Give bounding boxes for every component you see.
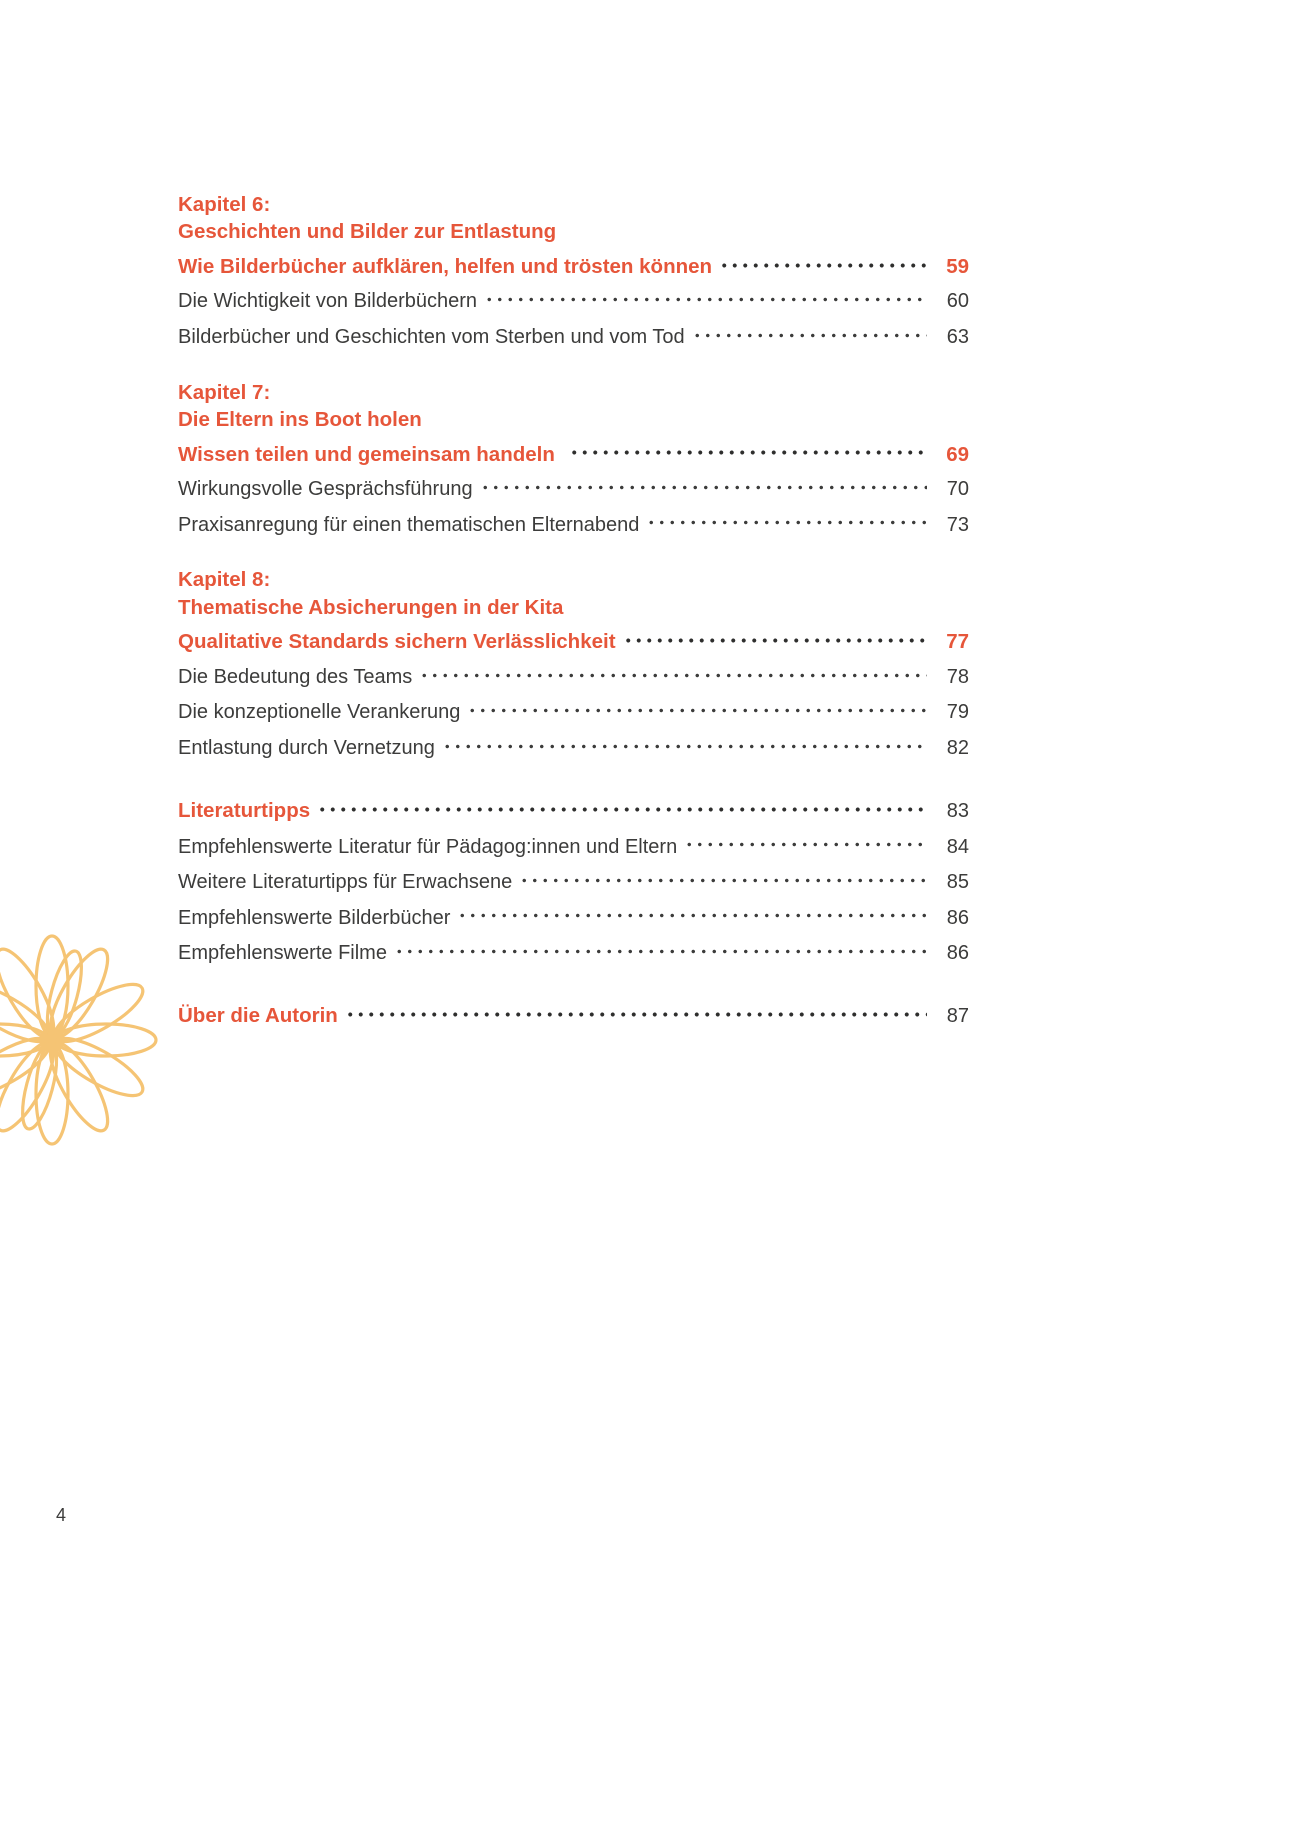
toc-entry-page: 77: [946, 630, 969, 654]
dot-leader: [345, 995, 927, 1022]
toc-entry-label: Bilderbücher und Geschichten vom Sterben und vom Tod: [178, 326, 685, 349]
toc-entry-label: Praxisanregung für einen thematischen Elternabend: [178, 513, 640, 536]
toc-entry-label: Wie Bilderbücher aufklären, helfen und trösten können: [178, 254, 713, 278]
toc-entry-page: 86: [946, 906, 969, 929]
chapter-kicker: Kapitel 6:: [178, 193, 271, 216]
toc-entry-label: Über die Autorin: [178, 1004, 338, 1028]
toc-entry-page: 78: [946, 665, 969, 688]
toc-section-kapitel-6: [178, 191, 969, 351]
dot-leader: [419, 656, 927, 683]
toc-entry-page: 82: [946, 737, 969, 760]
toc-entry-page: 59: [946, 254, 969, 278]
toc-entry: [178, 656, 969, 692]
dot-leader: [692, 316, 927, 343]
toc-entry-page: 84: [946, 835, 969, 858]
toc-section-kapitel-8: [178, 566, 969, 762]
toc-entry-label: Qualitative Standards sichern Verlässlichkeit: [178, 630, 616, 654]
toc-entry-label: Literaturtipps: [178, 798, 311, 822]
toc-entry-label: Empfehlenswerte Filme: [178, 942, 387, 965]
chapter-kicker: Kapitel 8:: [178, 568, 271, 592]
chapter-subtitle: Geschichten und Bilder zur Entlastung: [178, 220, 557, 244]
toc-entry-label: Entlastung durch Vernetzung: [178, 737, 435, 760]
toc-entry-page: 86: [946, 942, 969, 965]
toc-entry-page: 60: [946, 290, 969, 313]
dot-leader: [467, 691, 927, 718]
toc-entry-page: 70: [946, 478, 969, 501]
chapter-kicker: Kapitel 7:: [178, 380, 271, 404]
table-of-contents: [178, 191, 969, 1058]
dot-leader: [623, 621, 927, 648]
toc-entry-label: Wissen teilen und gemeinsam handeln: [178, 442, 555, 466]
toc-entry: [178, 861, 969, 897]
toc-section-literaturtipps: [178, 790, 969, 968]
toc-entry: [178, 316, 969, 352]
chapter-subtitle: Die Eltern ins Boot holen: [178, 407, 422, 431]
toc-entry-backmatter-title: [178, 995, 969, 1031]
toc-entry: [178, 691, 969, 727]
toc-entry: [178, 727, 969, 763]
chapter-subtitle: Thematische Absicherungen in der Kita: [178, 595, 564, 619]
toc-section-kapitel-7: [178, 379, 969, 539]
toc-entry-label: Die Wichtigkeit von Bilderbüchern: [178, 290, 478, 313]
dot-leader: [457, 896, 927, 923]
toc-entry-label: Empfehlenswerte Literatur für Pädagog:innen und Eltern: [178, 835, 678, 858]
toc-entry: [178, 896, 969, 932]
dot-leader: [442, 727, 927, 754]
toc-entry-label: Wirkungsvolle Gesprächsführung: [178, 478, 473, 501]
toc-entry-page: 73: [946, 513, 969, 536]
dot-leader: [646, 503, 927, 530]
toc-entry: [178, 280, 969, 316]
dot-leader: [684, 825, 927, 852]
toc-entry-chapter-title: [178, 246, 969, 281]
toc-entry-chapter-title: [178, 433, 969, 468]
dot-leader: [519, 861, 927, 888]
toc-entry: [178, 503, 969, 539]
toc-entry-page: 87: [946, 1005, 969, 1028]
dot-leader: [569, 433, 927, 460]
toc-entry-label: Empfehlenswerte Bilderbücher: [178, 906, 451, 929]
dot-leader: [394, 932, 927, 959]
toc-entry-page: 79: [946, 701, 969, 724]
page-number: 4: [56, 1505, 67, 1525]
toc-entry-page: 63: [946, 326, 969, 349]
dot-leader: [719, 246, 927, 273]
toc-entry: [178, 468, 969, 504]
daisy-flower-icon: [0, 930, 162, 1150]
toc-entry: [178, 825, 969, 861]
toc-entry-page: 83: [946, 799, 969, 822]
toc-entry: [178, 932, 969, 968]
dot-leader: [484, 280, 927, 307]
toc-entry-page: 85: [946, 871, 969, 894]
toc-entry-label: Weitere Literaturtipps für Erwachsene: [178, 871, 513, 894]
toc-entry-label: Die Bedeutung des Teams: [178, 665, 413, 688]
toc-section-ueber-die-autorin: [178, 995, 969, 1031]
dot-leader: [317, 790, 927, 817]
dot-leader: [480, 468, 927, 495]
toc-entry-backmatter-title: [178, 790, 969, 826]
toc-entry-label: Die konzeptionelle Verankerung: [178, 701, 461, 724]
toc-entry-page: 69: [946, 442, 969, 466]
toc-entry-chapter-title: [178, 621, 969, 656]
